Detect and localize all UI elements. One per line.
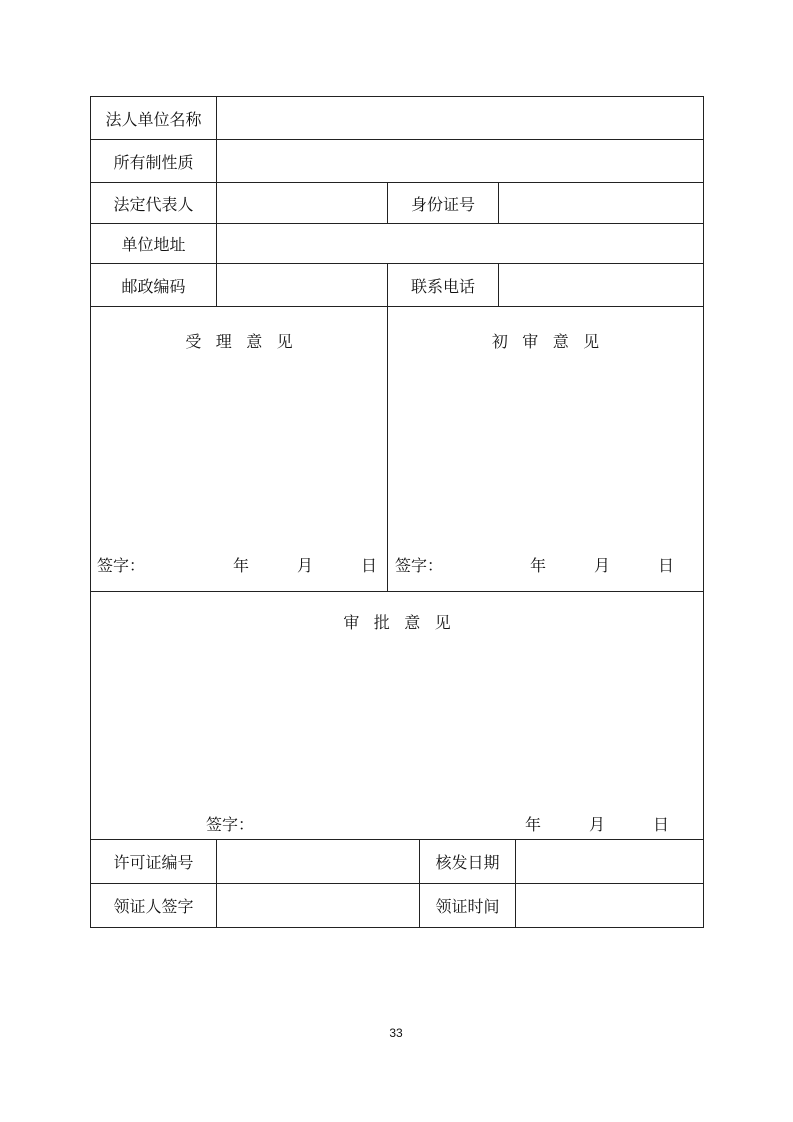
row-approval-opinion [91,592,703,840]
approval-date-year: 年 [525,815,542,834]
acceptance-date-month: 月 [297,556,314,575]
approval-opinion-box[interactable] [91,592,703,839]
acceptance-opinion-title: 受理意见 [185,332,307,351]
acceptance-signature-label: 签字： [97,556,146,575]
issue-date-label: 核发日期 [420,840,516,883]
preliminary-review-title: 初审意见 [491,332,614,351]
acceptance-opinion-box[interactable] [91,307,388,591]
row-license-number [91,840,703,884]
row-legal-representative [91,183,703,224]
approval-opinion-title: 审批意见 [343,613,465,632]
receipt-time-field[interactable] [516,884,703,927]
row-recipient-signature [91,884,703,927]
preliminary-review-box[interactable] [388,307,703,591]
recipient-signature-label: 领证人签字 [91,884,217,927]
page-number: 33 [389,1026,403,1040]
preliminary-date-year: 年 [530,556,547,575]
id-number-label: 身份证号 [388,183,499,223]
license-number-label: 许可证编号 [91,840,217,883]
postal-code-field[interactable] [217,264,388,306]
id-number-field[interactable] [499,183,703,223]
issue-date-field[interactable] [516,840,703,883]
legal-entity-name-label: 法人单位名称 [91,97,217,139]
recipient-signature-field[interactable] [217,884,420,927]
approval-date-month: 月 [589,815,606,834]
row-ownership-nature [91,140,703,183]
postal-code-label: 邮政编码 [91,264,217,306]
receipt-time-label: 领证时间 [420,884,516,927]
acceptance-date-day: 日 [361,556,378,575]
unit-address-label: 单位地址 [91,224,217,263]
unit-address-field[interactable] [217,224,703,263]
legal-representative-field[interactable] [217,183,388,223]
approval-signature-label: 签字： [206,815,255,834]
legal-representative-label: 法定代表人 [91,183,217,223]
row-unit-address [91,224,703,264]
legal-entity-name-field[interactable] [217,97,703,139]
license-application-form [90,96,704,928]
approval-date-day: 日 [653,815,670,834]
license-number-field[interactable] [217,840,420,883]
row-legal-entity-name [91,97,703,140]
row-opinions [91,307,703,592]
row-postal-code [91,264,703,307]
contact-phone-field[interactable] [499,264,703,306]
contact-phone-label: 联系电话 [388,264,499,306]
preliminary-date-day: 日 [658,556,675,575]
preliminary-signature-label: 签字： [395,556,444,575]
ownership-nature-label: 所有制性质 [91,140,217,182]
acceptance-date-year: 年 [233,556,250,575]
preliminary-date-month: 月 [594,556,611,575]
ownership-nature-field[interactable] [217,140,703,182]
